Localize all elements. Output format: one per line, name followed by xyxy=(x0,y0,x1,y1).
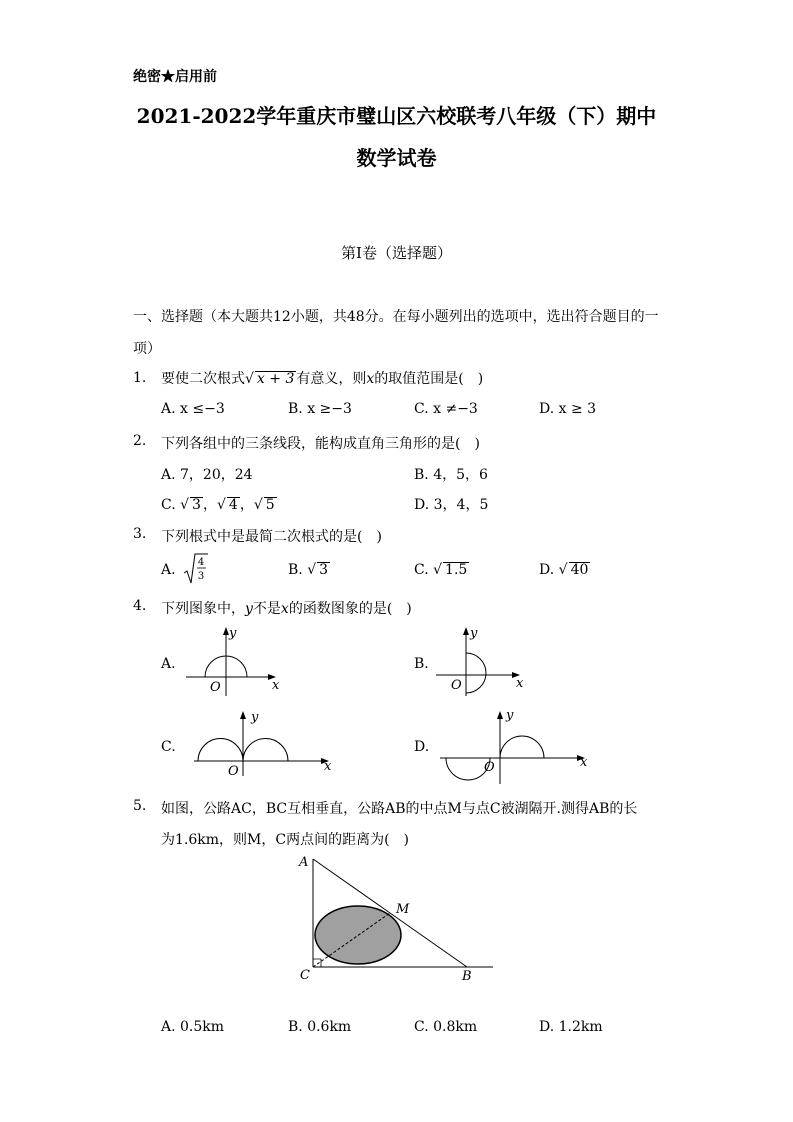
q4-graph-a xyxy=(180,622,290,698)
q3-option-a-label: A. xyxy=(161,562,176,578)
q4-graph-c xyxy=(190,706,340,778)
q3-option-c-label: C. xyxy=(414,562,429,578)
origin-label: O xyxy=(228,764,239,778)
sqrt-symbol: √ xyxy=(433,562,443,578)
q4-stem xyxy=(161,598,412,618)
q3-option-a-fraction-sqrt xyxy=(183,552,209,586)
q4-graph-b xyxy=(432,622,532,698)
q4-stem-end: 的函数图象的是( ) xyxy=(288,601,412,617)
axis-y-label: y xyxy=(506,708,514,723)
q5-option-c: C. 0.8km xyxy=(414,1019,478,1035)
axis-y-label: y xyxy=(229,626,237,641)
q2-stem: 下列各组中的三条线段，能构成直角三角形的是( ) xyxy=(161,436,480,452)
q4-number: 4. xyxy=(133,598,147,614)
q4-stem-mid: 不是 xyxy=(252,601,281,617)
q1-option-d: D. x ≥ 3 xyxy=(539,401,597,417)
q2-c-radicand-1: 3 xyxy=(192,497,201,513)
q4-option-d-label: D. xyxy=(414,739,430,755)
q1-var: x xyxy=(366,371,375,387)
origin-label: O xyxy=(451,678,462,693)
axis-y-label: y xyxy=(470,626,478,641)
sqrt-symbol: √ xyxy=(307,562,317,578)
q1-stem-pre: 要使二次根式 xyxy=(161,371,245,387)
axis-x-label: x xyxy=(272,678,280,693)
q1-option-b: B. x ≥−3 xyxy=(288,401,352,417)
q2-number: 2. xyxy=(133,433,147,449)
exam-title: 2021-2022学年重庆市璧山区六校联考八年级（下）期中 xyxy=(136,104,657,128)
q3-d-radicand: 40 xyxy=(570,562,589,578)
q1-option-c: C. x ≠−3 xyxy=(414,401,478,417)
q2-c-sep-2: ， xyxy=(239,497,254,513)
q5-option-a: A. 0.5km xyxy=(161,1019,225,1035)
q2-option-b: B. 4，5，6 xyxy=(414,467,488,483)
exam-subtitle: 数学试卷 xyxy=(356,146,437,170)
q5-option-b: B. 0.6km xyxy=(288,1019,352,1035)
sqrt-symbol: √ xyxy=(253,497,263,513)
q2-option-c-label: C. xyxy=(161,497,176,513)
q1-stem-end: 的取值范围是( ) xyxy=(374,371,484,387)
point-b-label: B xyxy=(462,969,472,984)
q4-x-var: x xyxy=(280,601,289,617)
secret-label: 绝密★启用前 xyxy=(133,69,217,85)
q5-stem-line1: 如图，公路AC，BC互相垂直，公路AB的中点M与点C被湖隔开.测得AB的长 xyxy=(161,801,638,817)
q3-a-denominator: 3 xyxy=(197,571,205,582)
q3-option-d-label: D. xyxy=(539,562,555,578)
q2-c-radicand-3: 5 xyxy=(265,497,275,513)
point-c-label: C xyxy=(300,968,310,983)
q4-graph-d xyxy=(436,704,596,788)
sqrt-symbol: √ xyxy=(558,562,568,578)
volume-heading: 第I卷（选择题） xyxy=(341,244,452,262)
q5-stem-line2: 为1.6km，则M，C两点间的距离为( ) xyxy=(161,832,409,848)
sqrt-symbol: √ xyxy=(216,497,226,513)
q1-radicand: x + 3 xyxy=(256,371,295,387)
point-m-label: M xyxy=(396,902,410,917)
q3-b-radicand: 3 xyxy=(319,562,329,578)
sqrt-symbol: √ xyxy=(180,497,190,513)
point-a-label: A xyxy=(299,855,309,870)
origin-label: O xyxy=(484,760,495,775)
q4-stem-pre: 下列图象中， xyxy=(161,601,245,617)
q4-option-c-label: C. xyxy=(161,739,176,755)
q3-option-d xyxy=(539,562,590,578)
q5-figure xyxy=(290,845,500,985)
q5-option-d: D. 1.2km xyxy=(539,1019,603,1035)
q3-c-radicand: 1.5 xyxy=(445,562,468,578)
q3-a-numerator: 4 xyxy=(197,557,205,568)
q1-stem-post: 有意义，则 xyxy=(296,371,367,387)
q1-stem xyxy=(161,368,483,388)
q2-option-d: D. 3，4，5 xyxy=(414,497,489,513)
section-instructions-line2: 项） xyxy=(133,341,161,357)
q4-option-a-label: A. xyxy=(161,656,176,672)
axis-x-label: x xyxy=(516,676,524,691)
q2-c-sep-1: ， xyxy=(202,497,217,513)
q5-number: 5. xyxy=(133,798,147,814)
q3-option-b xyxy=(288,562,330,578)
axis-x-label: x xyxy=(580,755,588,770)
section-instructions-line1: 一、选择题（本大题共12小题，共48分。在每小题列出的选项中，选出符合题目的一 xyxy=(133,309,659,325)
q4-option-b-label: B. xyxy=(414,656,429,672)
origin-label: O xyxy=(210,680,221,695)
q2-option-c xyxy=(161,494,277,514)
q1-option-a: A. x ≤−3 xyxy=(161,401,225,417)
q3-number: 3. xyxy=(133,526,147,542)
axis-y-label: y xyxy=(251,710,259,725)
q2-option-a: A. 7，20，24 xyxy=(161,467,253,483)
sqrt-symbol: √ xyxy=(245,371,254,387)
q3-option-c xyxy=(414,562,469,578)
q1-number: 1. xyxy=(133,370,147,386)
q3-option-b-label: B. xyxy=(288,562,303,578)
axis-x-label: x xyxy=(324,759,332,774)
q3-stem: 下列根式中是最简二次根式的是( ) xyxy=(161,529,382,545)
q4-y-var: y xyxy=(245,601,253,617)
q2-c-radicand-2: 4 xyxy=(228,497,238,513)
